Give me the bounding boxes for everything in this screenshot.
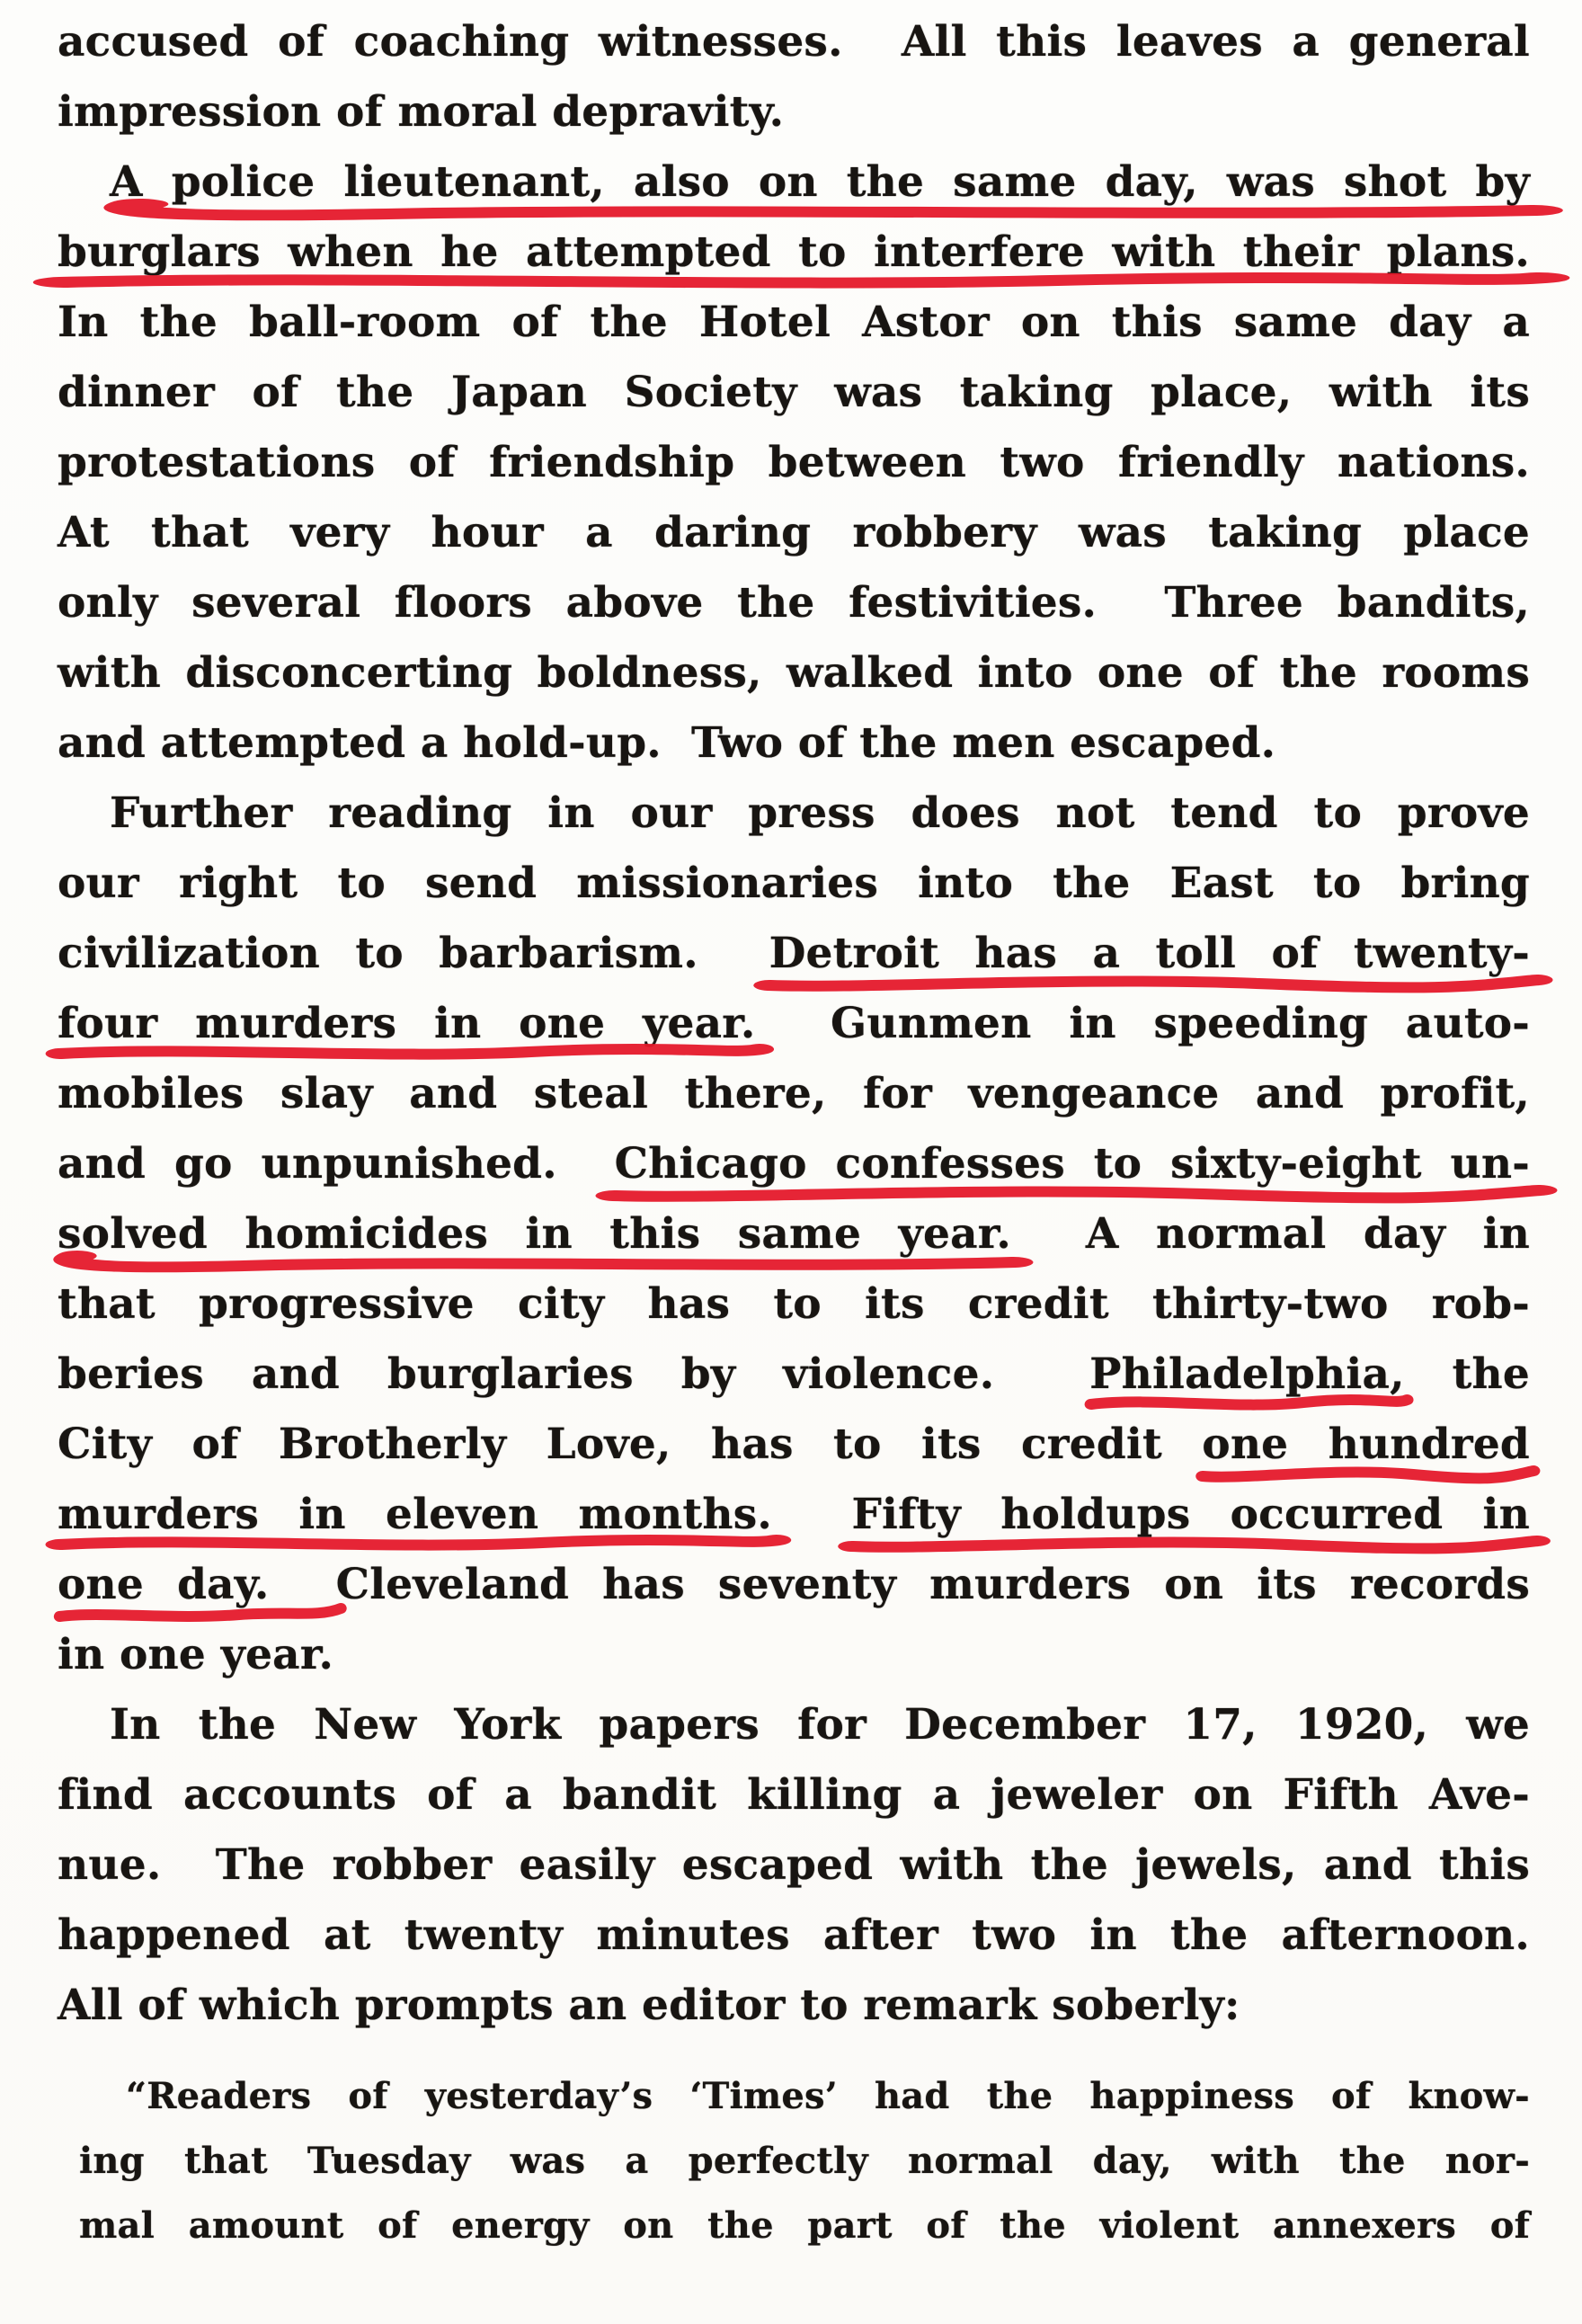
text: A normal day in xyxy=(1010,1209,1531,1259)
text-line xyxy=(58,989,1530,1059)
text: Further reading in our press does not tend to prove xyxy=(110,788,1530,838)
text-line xyxy=(58,568,1530,638)
text: beries and burglaries by violence. xyxy=(58,1349,1090,1399)
text: Cleveland has seventy murders on its records xyxy=(269,1560,1531,1609)
text: Detroit has a toll of twenty- xyxy=(769,929,1530,978)
text-segment xyxy=(58,298,1530,347)
text-segment xyxy=(58,1840,1530,1890)
text-segment xyxy=(79,2204,1530,2247)
text: murders in eleven months. xyxy=(58,1490,772,1539)
text: and go unpunished. xyxy=(58,1139,615,1189)
text-segment xyxy=(58,648,1530,698)
text-line xyxy=(79,2194,1530,2258)
text-line xyxy=(58,498,1530,568)
text-segment xyxy=(58,1139,615,1189)
text: burglars when he attempted to interfere with their plans. xyxy=(58,227,1530,277)
underlined-phrase xyxy=(58,1209,1011,1259)
text-line xyxy=(58,218,1530,288)
text-segment xyxy=(58,1910,1530,1960)
text: mobiles slay and steal there, for vengeance and profit, xyxy=(58,1069,1530,1118)
text-segment xyxy=(58,87,784,137)
text: At that very hour a daring robbery was taking place xyxy=(58,508,1530,557)
text-segment xyxy=(58,1069,1530,1118)
text: only several floors above the festivities. Three bandits, xyxy=(58,578,1530,628)
text-line xyxy=(58,288,1530,358)
underlined-phrase xyxy=(615,1139,1530,1189)
text: Fifty holdups occurred in xyxy=(851,1490,1530,1539)
text-segment xyxy=(110,1700,1530,1750)
text-segment xyxy=(58,368,1530,417)
text-line xyxy=(58,1901,1530,1971)
text: our right to send missionaries into the East to bring xyxy=(58,859,1530,908)
text: nue. The robber easily escaped with the jewels, and this xyxy=(58,1840,1530,1890)
text-column xyxy=(58,7,1530,2041)
text: one hundred xyxy=(1202,1420,1530,1469)
text: Chicago confesses to sixty-eight un- xyxy=(614,1139,1530,1189)
text: in one year. xyxy=(58,1630,334,1679)
text-segment xyxy=(58,17,1530,67)
text: one day. xyxy=(58,1560,270,1609)
text-line xyxy=(58,1269,1530,1340)
text: In the New York papers for December 17, 1920, we xyxy=(110,1700,1530,1750)
text-line xyxy=(79,2129,1530,2194)
text-segment xyxy=(110,788,1530,838)
text: In the ball-room of the Hotel Astor on this same day a xyxy=(58,298,1530,347)
underlined-phrase xyxy=(58,1560,269,1609)
text-segment xyxy=(58,929,769,978)
text-segment xyxy=(79,2140,1530,2182)
text: solved homicides in this same year. xyxy=(58,1209,1011,1259)
text-segment xyxy=(772,1490,852,1539)
underlined-phrase xyxy=(58,999,755,1048)
underlined-phrase xyxy=(58,1490,772,1539)
text-segment xyxy=(58,718,1275,768)
text-segment xyxy=(58,1420,1202,1469)
text-line xyxy=(58,1129,1530,1199)
text-line xyxy=(58,428,1530,498)
underlined-phrase xyxy=(769,929,1530,978)
text: and attempted a hold-up. Two of the men escaped. xyxy=(58,718,1276,768)
text: the xyxy=(1404,1349,1530,1399)
text-line xyxy=(58,1199,1530,1269)
text-line xyxy=(58,147,1530,218)
text: four murders in one year. xyxy=(58,999,756,1048)
text-line xyxy=(58,1830,1530,1901)
text-line xyxy=(58,849,1530,919)
text-line xyxy=(58,77,1530,147)
text-segment xyxy=(1405,1349,1530,1399)
text-line xyxy=(58,1760,1530,1830)
text-segment xyxy=(58,1630,333,1679)
text-segment xyxy=(269,1560,1530,1609)
text xyxy=(772,1490,852,1539)
text-segment xyxy=(755,999,1530,1048)
text: accused of coaching witnesses. All this leaves a general xyxy=(58,17,1530,67)
text: civilization to barbarism. xyxy=(58,929,769,978)
text: ing that Tuesday was a perfectly normal day, with the nor- xyxy=(79,2140,1530,2182)
text-line xyxy=(58,1550,1530,1620)
text-segment xyxy=(58,438,1530,487)
text-line xyxy=(58,779,1530,849)
text: Gunmen in speeding auto- xyxy=(755,999,1530,1048)
text: find accounts of a bandit killing a jeweler on Fifth Ave- xyxy=(58,1770,1530,1820)
text-line xyxy=(79,2064,1530,2129)
text-segment xyxy=(1011,1209,1530,1259)
text: mal amount of energy on the part of the violent annexers of xyxy=(79,2204,1530,2247)
text: A police lieutenant, also on the same day, was shot by xyxy=(110,157,1530,207)
text: happened at twenty minutes after two in the afternoon. xyxy=(58,1910,1530,1960)
text-line xyxy=(58,7,1530,77)
text: “Readers of yesterday’s ‘Times’ had the happiness of know- xyxy=(126,2075,1530,2117)
text-segment xyxy=(58,578,1530,628)
text-line xyxy=(58,1690,1530,1760)
text-line xyxy=(58,708,1530,779)
text-line xyxy=(58,1059,1530,1129)
text-segment xyxy=(126,2075,1530,2117)
text: Philadelphia, xyxy=(1089,1349,1405,1399)
text-line xyxy=(58,638,1530,708)
text-segment xyxy=(58,1349,1089,1399)
text-segment xyxy=(58,859,1530,908)
text-segment xyxy=(58,508,1530,557)
text-line xyxy=(58,919,1530,989)
text-segment xyxy=(58,1770,1530,1820)
text: dinner of the Japan Society was taking place, with its xyxy=(58,368,1530,417)
underlined-phrase xyxy=(110,157,1530,207)
text-segment xyxy=(58,1279,1530,1329)
text-segment xyxy=(58,1981,1240,2030)
text: protestations of friendship between two friendly nations. xyxy=(58,438,1530,487)
underlined-phrase xyxy=(1089,1349,1405,1399)
text-line xyxy=(58,358,1530,428)
text-line xyxy=(58,1410,1530,1480)
text: All of which prompts an editor to remark soberly: xyxy=(58,1981,1240,2030)
text: that progressive city has to its credit thirty-two rob- xyxy=(58,1279,1530,1329)
text-line xyxy=(58,1480,1530,1550)
text: impression of moral depravity. xyxy=(58,87,785,137)
text: City of Brotherly Love, has to its credit xyxy=(58,1420,1203,1469)
underlined-phrase xyxy=(58,227,1530,277)
text-line xyxy=(58,1620,1530,1690)
underlined-phrase xyxy=(851,1490,1530,1539)
text-line xyxy=(58,1971,1530,2041)
underlined-phrase xyxy=(1202,1420,1530,1469)
quote-block xyxy=(79,2064,1530,2258)
text-line xyxy=(58,1340,1530,1410)
text: with disconcerting boldness, walked into one of the rooms xyxy=(58,648,1530,698)
